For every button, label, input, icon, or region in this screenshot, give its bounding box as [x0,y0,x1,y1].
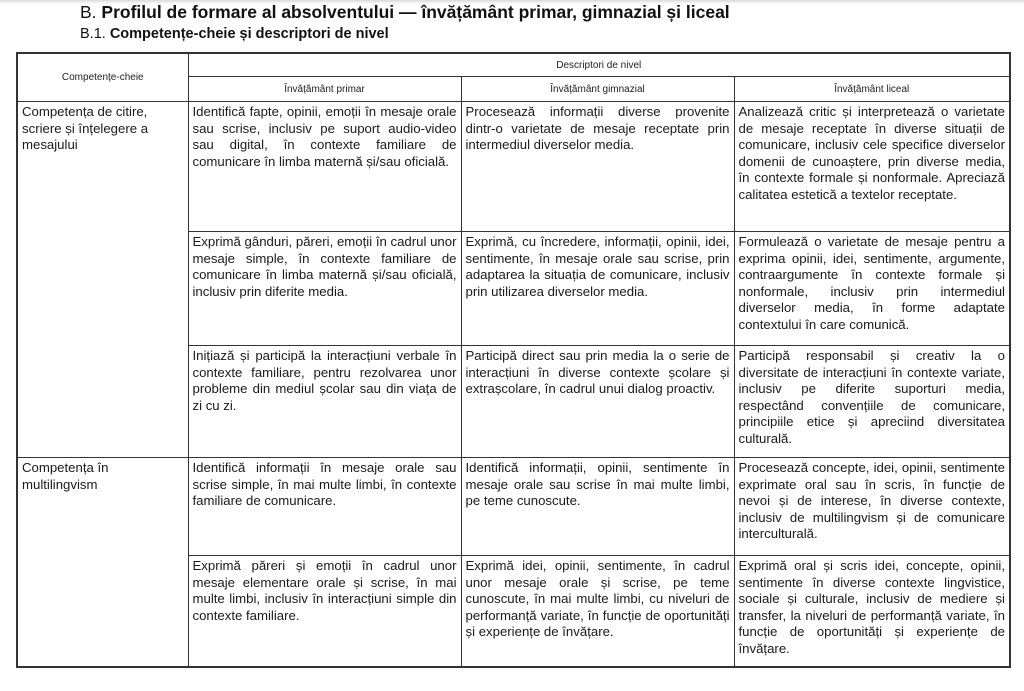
descriptor-upper-secondary: Analizează critic și interpretează o varietate de mesaje receptate în diverse situații de comunicare, inclusiv cele specifice diverselor domenii de cunoaștere, prin diverse media, în contexte formale și nonformale. Apreciază calitatea estetică a textelor receptate. [734,102,1010,232]
descriptor-lower-secondary: Participă direct sau prin media la o serie de interacțiuni în diverse contexte școlare și extrașcolare, în cadrul unui dialog proactiv. [461,346,734,458]
section-title [80,1,730,23]
competence-cell: Competența de citire, scriere și înțelegere a mesajului [17,102,188,458]
table-row [17,458,1010,556]
header-primary: Învățământ primar [188,77,461,102]
descriptor-upper-secondary: Formulează o varietate de mesaje pentru a exprima opinii, idei, sentimente, argumente, contraargumente în contexte formale și nonformale, inclusiv prin intermediul diverselor media, în forme adaptate contextului în care comunică. [734,232,1010,346]
section-title-text: Profilul de formare al absolventului — învățământ primar, gimnazial și liceal [101,2,730,22]
descriptor-upper-secondary: Exprimă oral și scris idei, concepte, opinii, sentimente în diverse contexte lingvistice, sociale și culturale, inclusiv de mediere și transfer, la niveluri de performanță variate, în funcție de oportunități și experiențe de învățare. [734,556,1010,668]
header-lower-secondary: Învățământ gimnazial [461,77,734,102]
header-upper-secondary: Învățământ liceal [734,77,1010,102]
descriptor-primary: Exprimă gânduri, păreri, emoții în cadrul unor mesaje simple, în contexte familiare de comunicare în limba maternă și/sau oficială, inclusiv prin diferite media. [188,232,461,346]
descriptor-lower-secondary: Identifică informații, opinii, sentimente în mesaje orale sau scrise în mai multe limbi, pe teme cunoscute. [461,458,734,556]
descriptor-lower-secondary: Exprimă, cu încredere, informații, opinii, idei, sentimente, în mesaje orale sau scrise, prin adaptarea la situația de comunicare, inclusiv prin utilizarea diverselor media. [461,232,734,346]
descriptor-primary: Identifică fapte, opinii, emoții în mesaje orale sau scrise, inclusiv pe suport audio-video sau digital, în contexte familiare de comunicare în limba maternă și/sau oficială. [188,102,461,232]
descriptor-lower-secondary: Exprimă idei, opinii, sentimente, în cadrul unor mesaje orale și scrise, pe teme cunoscute, în mai multe limbi, cu niveluri de performanță variate, în funcție de oportunități și experiențe de învățare. [461,556,734,668]
table-row [17,102,1010,232]
descriptor-primary: Exprimă păreri și emoții în cadrul unor mesaje elementare orale și scrise, în mai multe limbi, inclusiv în interacțiuni simple din contexte familiare. [188,556,461,668]
competence-cell: Competența în multilingvism [17,458,188,668]
section-number: B. [80,2,97,22]
subsection-number: B.1. [80,26,106,42]
descriptor-lower-secondary: Procesează informații diverse provenite dintr-o varietate de mesaje receptate prin intermediul diverselor media. [461,102,734,232]
competences-table [16,52,1011,668]
header-key-competences: Competențe-cheie [17,53,188,102]
subsection-title [80,24,389,44]
subsection-title-text: Competențe-cheie și descriptori de nivel [109,26,389,42]
descriptor-upper-secondary: Procesează concepte, idei, opinii, sentimente exprimate oral sau în scris, în funcție de nevoi și de interese, în diverse contexte, inclusiv de multilingvism și de comunicare interculturală. [734,458,1010,556]
descriptor-primary: Identifică informații în mesaje orale sau scrise simple, în mai multe limbi, în contexte familiare de comunicare. [188,458,461,556]
descriptor-upper-secondary: Participă responsabil și creativ la o diversitate de interacțiuni în contexte variate, inclusiv pe diferite suporturi media, respectând convențiile de comunicare, principiile etice și apreciind diversitatea culturală. [734,346,1010,458]
header-level-descriptors: Descriptori de nivel [188,53,1010,77]
descriptor-primary: Inițiază și participă la interacțiuni verbale în contexte familiare, pentru rezolvarea unor probleme din mediul școlar sau din viața de zi cu zi. [188,346,461,458]
